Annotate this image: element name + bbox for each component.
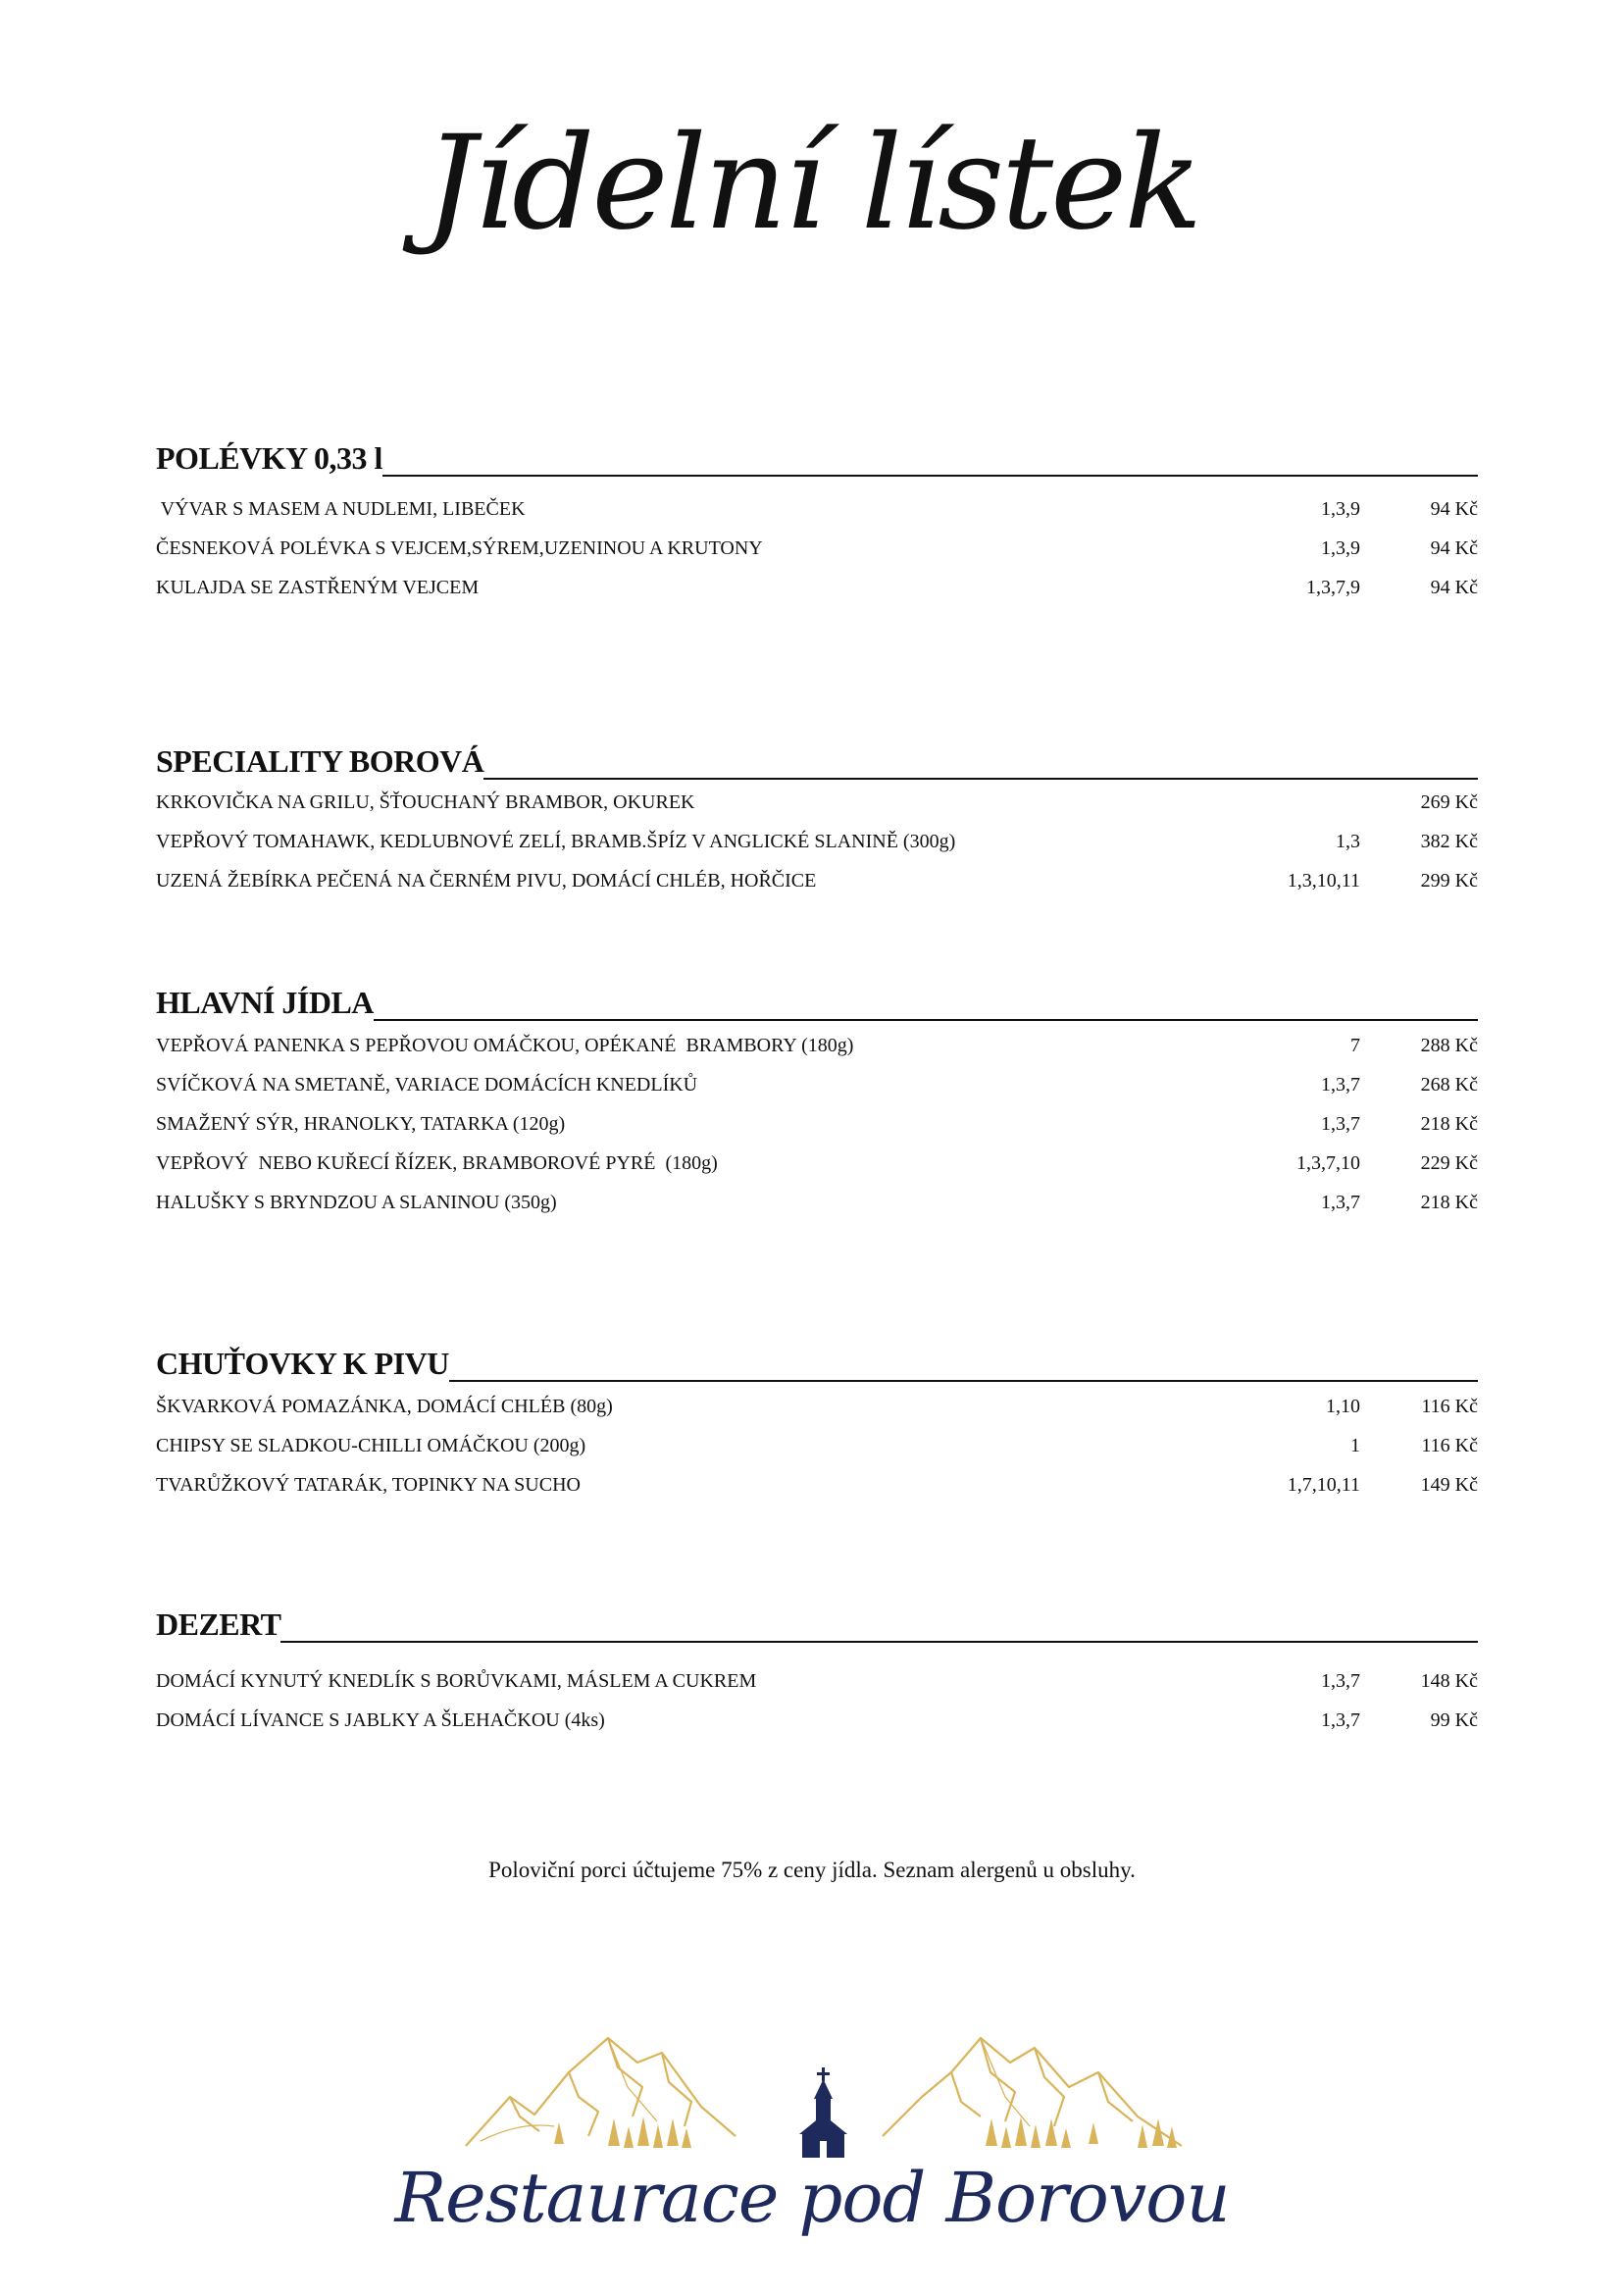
menu-item: CHIPSY SE SLADKOU-CHILLI OMÁČKOU (200g) 1 116 Kč — [156, 1435, 1478, 1456]
menu-section-dessert — [156, 1602, 1478, 1740]
menu-item: DOMÁCÍ LÍVANCE S JABLKY A ŠLEHAČKOU (4ks) 1,3,7 99 Kč — [156, 1709, 1478, 1731]
menu-item: VEPŘOVÝ TOMAHAWK, KEDLUBNOVÉ ZELÍ, BRAMB.ŠPÍZ V ANGLICKÉ SLANINĚ (300g) 1,3 382 Kč — [156, 831, 1478, 852]
church-icon — [799, 2067, 847, 2158]
menu-item: KRKOVIČKA NA GRILU, ŠŤOUCHANÝ BRAMBOR, OKUREK 269 Kč — [156, 791, 1478, 813]
section-heading: CHUŤOVKY K PIVU — [156, 1341, 1478, 1382]
section-heading: SPECIALITY BOROVÁ — [156, 739, 1478, 780]
section-heading: DEZERT — [156, 1602, 1478, 1643]
section-heading: POLÉVKY 0,33 l — [156, 435, 1478, 477]
logo-name: Restaurace pod Borovou — [394, 2158, 1230, 2238]
mountains-right — [883, 2038, 1182, 2146]
menu-section-mains — [156, 980, 1478, 1222]
menu-item: SMAŽENÝ SÝR, HRANOLKY, TATARKA (120g) 1,3,7 218 Kč — [156, 1113, 1478, 1135]
menu-item: ŠKVARKOVÁ POMAZÁNKA, DOMÁCÍ CHLÉB (80g) 1,10 116 Kč — [156, 1396, 1478, 1417]
menu-item: ČESNEKOVÁ POLÉVKA S VEJCEM,SÝREM,UZENINOU A KRUTONY 1,3,9 94 Kč — [156, 537, 1478, 559]
menu-item: VEPŘOVÝ NEBO KUŘECÍ ŘÍZEK, BRAMBOROVÉ PYRÉ (180g) 1,3,7,10 229 Kč — [156, 1152, 1478, 1174]
mountains-left — [466, 2038, 736, 2146]
page-title: Jídelní lístek — [424, 108, 1200, 259]
menu-section-beer-snacks — [156, 1341, 1478, 1504]
menu-item: KULAJDA SE ZASTŘENÝM VEJCEM 1,3,7,9 94 Kč — [156, 577, 1478, 598]
menu-item: HALUŠKY S BRYNDZOU A SLANINOU (350g) 1,3,7 218 Kč — [156, 1192, 1478, 1213]
menu-item: VÝVAR S MASEM A NUDLEMI, LIBEČEK 1,3,9 94 Kč — [156, 498, 1478, 520]
menu-item: DOMÁCÍ KYNUTÝ KNEDLÍK S BORŮVKAMI, MÁSLEM A CUKREM 1,3,7 148 Kč — [156, 1670, 1478, 1692]
menu-item: VEPŘOVÁ PANENKA S PEPŘOVOU OMÁČKOU, OPÉKANÉ BRAMBORY (180g) 7 288 Kč — [156, 1035, 1478, 1056]
footnote: Poloviční porci účtujeme 75% z ceny jídla. Seznam alergenů u obsluhy. — [488, 1858, 1136, 1882]
menu-section-soups — [156, 435, 1478, 607]
trees — [554, 2116, 1177, 2148]
menu-item: TVARŮŽKOVÝ TATARÁK, TOPINKY NA SUCHO 1,7,10,11 149 Kč — [156, 1474, 1478, 1496]
section-heading: HLAVNÍ JÍDLA — [156, 980, 1478, 1021]
menu-section-specials — [156, 739, 1478, 900]
menu-item: UZENÁ ŽEBÍRKA PEČENÁ NA ČERNÉM PIVU, DOMÁCÍ CHLÉB, HOŘČICE 1,3,10,11 299 Kč — [156, 870, 1478, 892]
menu-item: SVÍČKOVÁ NA SMETANĚ, VARIACE DOMÁCÍCH KNEDLÍKŮ 1,3,7 268 Kč — [156, 1074, 1478, 1096]
